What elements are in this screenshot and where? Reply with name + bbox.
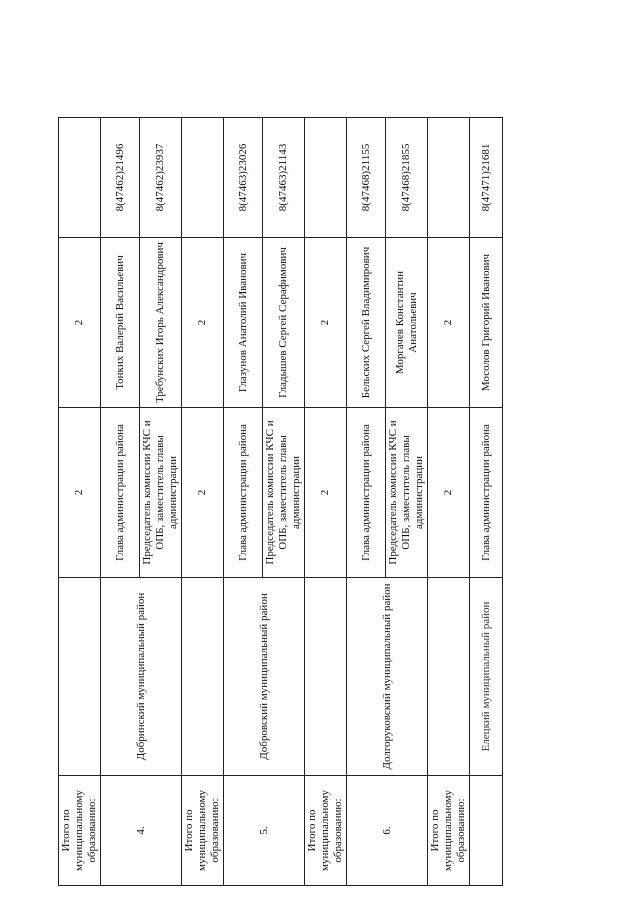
phone-cell: 8(47468)21855 [386,118,428,238]
total-count: 2 [182,408,224,578]
district-name: Елецкий муниципальный район [470,578,503,776]
contacts-table [58,117,503,886]
total-empty-cell [428,118,470,238]
position-cell: Глава администрации района [470,408,503,578]
total-row [59,118,101,886]
table-row [347,118,386,886]
district-name: Добринский муниципальный район [101,578,182,776]
table-row [224,118,263,886]
total-count: 2 [59,238,101,408]
total-label: Итого по муниципальному образованию: [59,776,101,886]
phone-cell: 8(47462)23937 [140,118,182,238]
table-row [101,118,140,886]
total-label: Итого по муниципальному образованию: [428,776,470,886]
total-empty-cell [305,578,347,776]
total-count: 2 [428,238,470,408]
fio-cell: Бельских Сергей Владимирович [347,238,386,408]
section-number: 6. [347,776,428,886]
phone-cell: 8(47471)21681 [470,118,503,238]
fio-cell: Гладышев Сергей Серафимович [263,238,305,408]
position-cell: Глава администрации района [347,408,386,578]
fio-cell: Мосолов Григорий Иванович [470,238,503,408]
position-cell: Глава администрации района [224,408,263,578]
total-count: 2 [305,408,347,578]
total-count: 2 [59,408,101,578]
total-empty-cell [59,118,101,238]
phone-cell: 8(47462)21496 [101,118,140,238]
fio-cell: Глазунов Анатолий Иванович [224,238,263,408]
phone-cell: 8(47463)21143 [263,118,305,238]
fio-cell: Требунских Игорь Александрович [140,238,182,408]
total-empty-cell [59,578,101,776]
position-cell: Председатель комиссии КЧС и ОПБ, заместитель главы администрации [386,408,428,578]
phone-cell: 8(47468)21155 [347,118,386,238]
district-name: Добровский муниципальный район [224,578,305,776]
total-count: 2 [182,238,224,408]
total-empty-cell [428,578,470,776]
total-empty-cell [182,118,224,238]
phone-cell: 8(47463)23026 [224,118,263,238]
position-cell: Глава администрации района [101,408,140,578]
total-empty-cell [305,118,347,238]
total-label: Итого по муниципальному образованию: [305,776,347,886]
total-row [182,118,224,886]
table-row-partial [470,118,503,886]
section-number: 4. [101,776,182,886]
total-label: Итого по муниципальному образованию: [182,776,224,886]
position-cell: Председатель комиссии КЧС и ОПБ, заместитель главы администрации [140,408,182,578]
rotated-page [58,118,581,886]
total-count: 2 [305,238,347,408]
section-number [470,776,503,886]
fio-cell: Тонких Валерий Васильевич [101,238,140,408]
section-number: 5. [224,776,305,886]
district-name: Долгоруковский муниципальный район [347,578,428,776]
total-count: 2 [428,408,470,578]
total-row [428,118,470,886]
fio-cell: Моргачев Константин Анатольевич [386,238,428,408]
position-cell: Председатель комиссии КЧС и ОПБ, заместитель главы администрации [263,408,305,578]
total-empty-cell [182,578,224,776]
total-row [305,118,347,886]
